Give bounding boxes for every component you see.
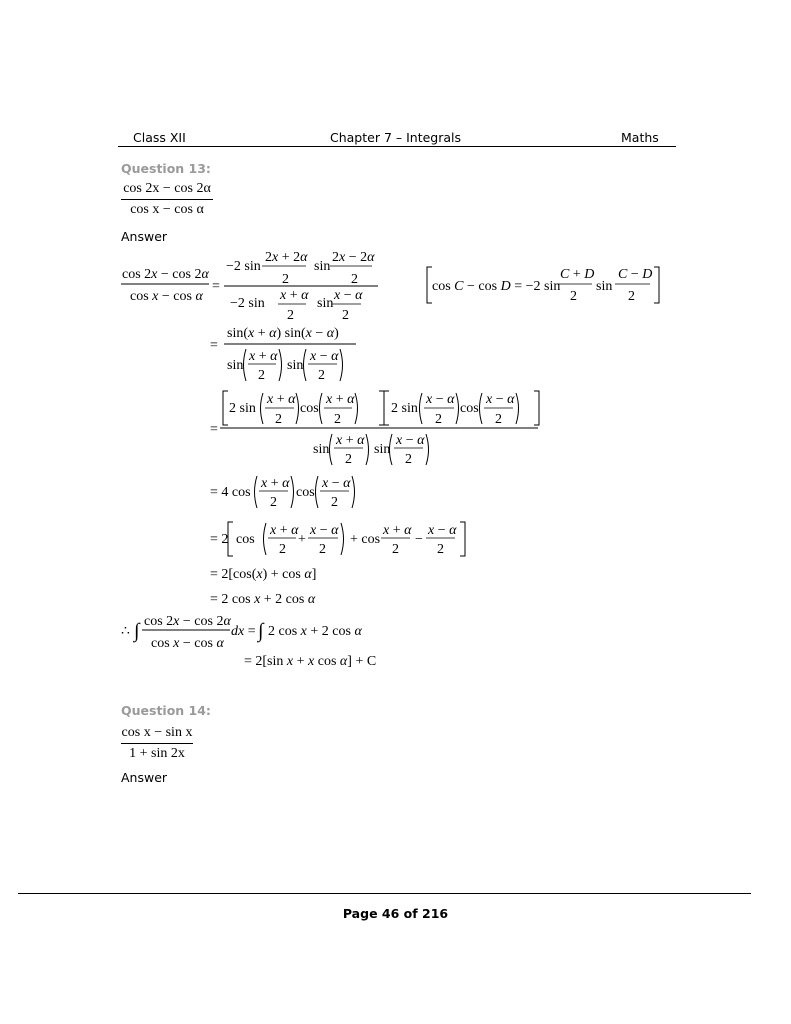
svg-text:x − α: x − α	[310, 349, 339, 364]
svg-text:sin: sin	[596, 279, 613, 294]
solution-step-7	[210, 592, 316, 607]
svg-text:2: 2	[279, 542, 286, 557]
footer-rule	[18, 893, 751, 894]
svg-text:x + α: x + α	[270, 523, 299, 538]
svg-text:−2 sin: −2 sin	[230, 296, 265, 311]
question-14-numerator: cos x − sin x	[121, 725, 193, 740]
svg-text:∫: ∫	[134, 620, 140, 642]
svg-text:cos: cos	[236, 532, 255, 547]
svg-text:2: 2	[334, 412, 341, 427]
svg-text:sin: sin	[287, 358, 304, 373]
solution-step-3	[210, 392, 515, 467]
svg-text:2: 2	[287, 308, 294, 323]
header-subject: Maths	[621, 130, 659, 145]
header-class: Class XII	[133, 130, 186, 145]
svg-text:sin: sin	[317, 296, 334, 311]
svg-text:2: 2	[282, 272, 289, 287]
identity-formula	[432, 267, 652, 304]
svg-text:2 sin: 2 sin	[229, 401, 256, 416]
svg-text:2: 2	[318, 368, 325, 383]
svg-text:=: =	[210, 338, 218, 353]
header-rule	[118, 146, 676, 147]
svg-text:2: 2	[392, 542, 399, 557]
svg-text:2: 2	[275, 412, 282, 427]
svg-text:2: 2	[270, 495, 277, 510]
svg-text:x + α: x + α	[280, 288, 309, 303]
svg-text:x + α: x + α	[383, 523, 412, 538]
svg-text:sin: sin	[313, 442, 330, 457]
solution-step-5	[210, 523, 457, 557]
svg-text:−: −	[415, 532, 423, 547]
solution-step-8	[121, 614, 362, 651]
question-13-answer-label: Answer	[121, 229, 168, 244]
svg-text:2 cos x + 2 cos α: 2 cos x + 2 cos α	[268, 624, 362, 639]
svg-text:2: 2	[331, 495, 338, 510]
question-13-solution	[110, 245, 680, 675]
svg-text:dx =: dx =	[231, 624, 256, 639]
svg-text:= 2 cos x + 2 cos α: = 2 cos x + 2 cos α	[210, 592, 316, 607]
svg-text:cos: cos	[460, 401, 479, 416]
svg-text:x + α: x + α	[249, 349, 278, 364]
svg-text:x − α: x − α	[396, 433, 425, 448]
svg-text:sin: sin	[374, 442, 391, 457]
svg-text:2: 2	[437, 542, 444, 557]
svg-text:2: 2	[435, 412, 442, 427]
question-14-answer-label: Answer	[121, 770, 168, 785]
svg-text:cos 2x − cos 2α: cos 2x − cos 2α	[144, 614, 231, 629]
svg-text:x + α: x + α	[261, 476, 290, 491]
svg-text:x − α: x − α	[426, 392, 455, 407]
svg-text:cos C − cos D = −2 sin: cos C − cos D = −2 sin	[432, 279, 561, 294]
svg-text:2: 2	[351, 272, 358, 287]
svg-text:cos x − cos α: cos x − cos α	[151, 636, 224, 651]
svg-text:−2 sin: −2 sin	[226, 259, 261, 274]
question-13-numerator: cos 2x − cos 2α	[123, 181, 211, 196]
header-chapter: Chapter 7 – Integrals	[330, 130, 462, 145]
svg-text:sin: sin	[227, 358, 244, 373]
svg-text:2x + 2α: 2x + 2α	[265, 250, 308, 265]
solution-step-4	[210, 476, 351, 510]
svg-text:x − α: x − α	[486, 392, 515, 407]
question-13-expression	[121, 181, 213, 218]
svg-text:x − α: x − α	[310, 523, 339, 538]
svg-text:= 2[cos(x) + cos α]: = 2[cos(x) + cos α]	[210, 567, 317, 582]
svg-text:∫: ∫	[258, 620, 264, 642]
svg-text:+ cos: + cos	[350, 532, 381, 547]
svg-text:sin: sin	[314, 259, 331, 274]
svg-text:2: 2	[342, 308, 349, 323]
svg-text:x − α: x − α	[334, 288, 363, 303]
svg-text:x − α: x − α	[428, 523, 457, 538]
solution-step-6	[210, 567, 316, 582]
svg-text:cos: cos	[300, 401, 319, 416]
svg-text:2: 2	[345, 452, 352, 467]
svg-text:=: =	[212, 279, 220, 294]
svg-text:=: =	[210, 422, 218, 437]
question-14-label: Question 14:	[121, 703, 211, 718]
svg-text:2: 2	[405, 452, 412, 467]
svg-text:2x − 2α: 2x − 2α	[332, 250, 375, 265]
svg-text:= 4 cos: = 4 cos	[210, 485, 251, 500]
question-14-denominator: 1 + sin 2x	[129, 746, 185, 761]
svg-text:cos: cos	[296, 485, 315, 500]
svg-text:2: 2	[628, 289, 635, 304]
svg-text:2: 2	[258, 368, 265, 383]
svg-text:2 sin: 2 sin	[391, 401, 418, 416]
svg-text:2: 2	[495, 412, 502, 427]
svg-text:cos 2x − cos 2α: cos 2x − cos 2α	[122, 267, 209, 282]
svg-text:x − α: x − α	[322, 476, 351, 491]
svg-text:cos x − cos α: cos x − cos α	[130, 289, 203, 304]
svg-text:= 2[sin x + x cos α] + C: = 2[sin x + x cos α] + C	[244, 654, 377, 669]
solution-step-2	[210, 326, 339, 383]
svg-text:C − D: C − D	[618, 267, 653, 282]
svg-text:2: 2	[570, 289, 577, 304]
svg-text:sin(x + α) sin(x − α): sin(x + α) sin(x − α)	[227, 326, 339, 341]
svg-text:x + α: x + α	[326, 392, 355, 407]
svg-text:∴: ∴	[121, 624, 130, 639]
question-14-expression	[121, 725, 193, 762]
question-13-label: Question 13:	[121, 161, 211, 176]
question-13-denominator: cos x − cos α	[130, 202, 204, 217]
svg-text:C + D: C + D	[560, 267, 595, 282]
svg-text:2: 2	[319, 542, 326, 557]
page-number: Page 46 of 216	[342, 906, 449, 921]
svg-text:x + α: x + α	[267, 392, 296, 407]
svg-text:= 2: = 2	[210, 532, 229, 547]
svg-text:x + α: x + α	[336, 433, 365, 448]
svg-text:+: +	[298, 532, 306, 547]
solution-step-9	[244, 654, 376, 669]
